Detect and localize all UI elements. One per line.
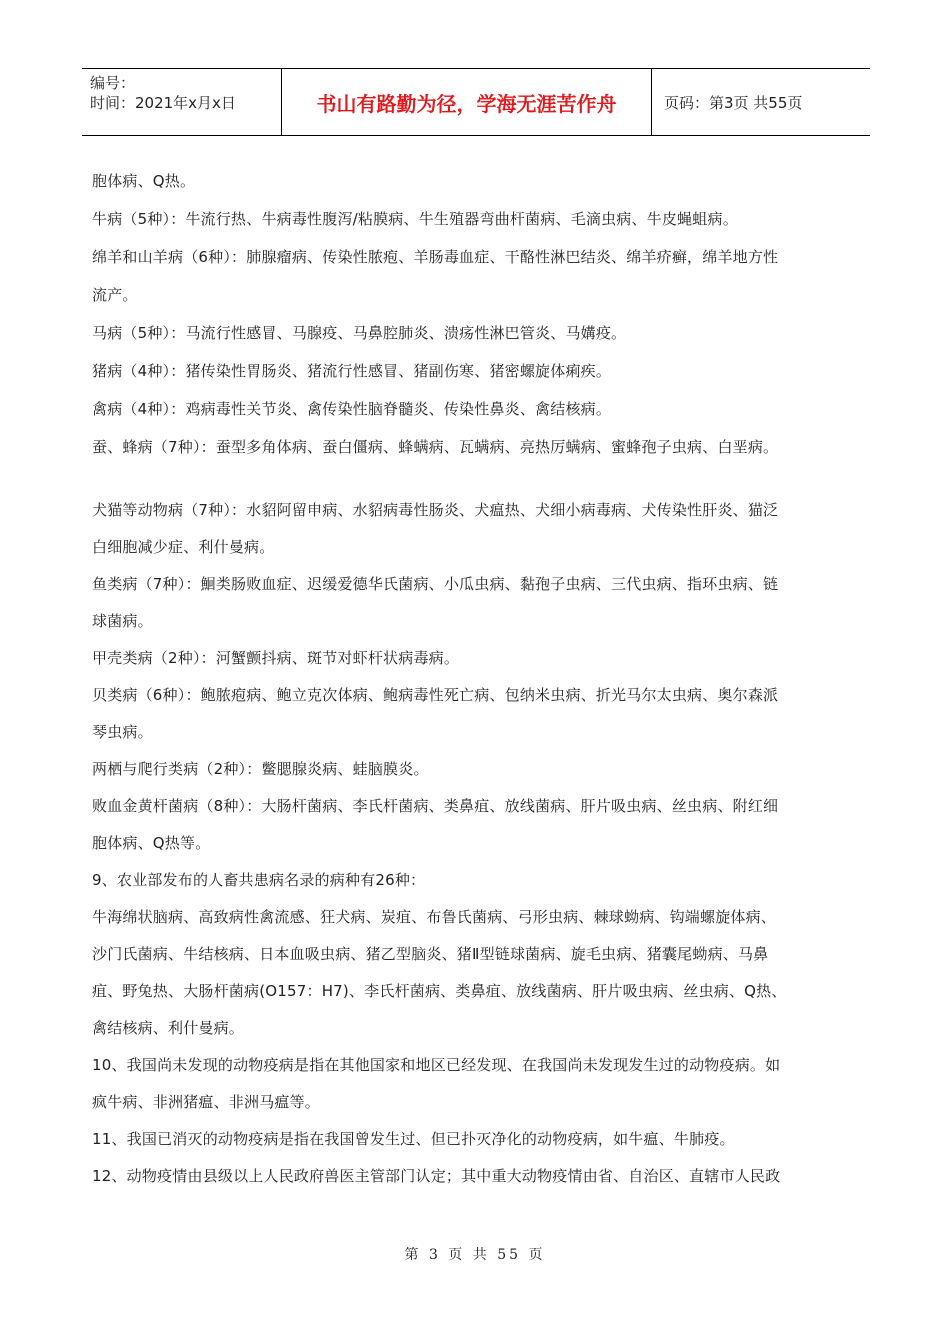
paragraph: 流产。: [92, 286, 138, 304]
paragraph: 沙门氏菌病、牛结核病、日本血吸虫病、猪乙型脑炎、猪Ⅱ型链球菌病、旋毛虫病、猪囊尾蚴病、马鼻: [92, 945, 769, 963]
paragraph: 牛海绵状脑病、高致病性禽流感、狂犬病、炭疽、布鲁氏菌病、弓形虫病、棘球蚴病、钩端螺旋体病、: [92, 908, 777, 926]
paragraph: 球菌病。: [92, 612, 153, 630]
paragraph: 12、动物疫情由县级以上人民政府兽医主管部门认定；其中重大动物疫情由省、自治区、直辖市人民政: [92, 1167, 781, 1185]
paragraph: 胞体病、Q热。: [92, 172, 196, 190]
page-footer: 第 3 页 共 55 页: [404, 1247, 546, 1263]
time-label: 时间：2021年x月x日: [90, 94, 236, 112]
paragraph: 10、我国尚未发现的动物疫病是指在其他国家和地区已经发现、在我国尚未发现发生过的动物疫病。如: [92, 1056, 781, 1074]
header-motto: 书山有路勤为径，学海无涯苦作舟: [282, 69, 652, 135]
paragraph: 两栖与爬行类病（2种）：鳖腮腺炎病、蛙脑膜炎。: [92, 760, 429, 778]
paragraph: 11、我国已消灭的动物疫病是指在我国曾发生过、但已扑灭净化的动物疫病，如牛瘟、牛肺疫。: [92, 1130, 735, 1148]
paragraph: 禽结核病、利什曼病。: [92, 1019, 245, 1037]
paragraph: 9、农业部发布的人畜共患病名录的病种有26种：: [92, 871, 426, 889]
paragraph: 琴虫病。: [92, 723, 153, 741]
paragraph: 白细胞减少症、利什曼病。: [92, 538, 275, 556]
paragraph: 胞体病、Q热等。: [92, 834, 211, 852]
document-body: [92, 162, 862, 1195]
header-meta-cell: [82, 69, 282, 135]
paragraph: 疯牛病、非洲猪瘟、非洲马瘟等。: [92, 1093, 321, 1111]
paragraph: 禽病（4种）：鸡病毒性关节炎、禽传染性脑脊髓炎、传染性鼻炎、禽结核病。: [92, 400, 612, 418]
paragraph: 犬猫等动物病（7种）：水貂阿留申病、水貂病毒性肠炎、犬瘟热、犬细小病毒病、犬传染性肝炎、猫泛: [92, 501, 779, 519]
serial-label: 编号：: [90, 74, 136, 92]
paragraph: 绵羊和山羊病（6种）：肺腺瘤病、传染性脓疱、羊肠毒血症、干酪性淋巴结炎、绵羊疥癣，绵羊地方性: [92, 248, 779, 266]
paragraph: 马病（5种）：马流行性感冒、马腺疫、马鼻腔肺炎、溃疡性淋巴管炎、马媾疫。: [92, 324, 627, 342]
paragraph: 败血金黄杆菌病（8种）：大肠杆菌病、李氏杆菌病、类鼻疽、放线菌病、肝片吸虫病、丝虫病、附红细: [92, 797, 779, 815]
header-page-code: 页码：第3页 共55页: [664, 93, 803, 112]
paragraph-gap: [92, 466, 862, 492]
page-header: [82, 68, 870, 136]
paragraph: 蚕、蜂病（7种）：蚕型多角体病、蚕白僵病、蜂螨病、瓦螨病、亮热厉螨病、蜜蜂孢子虫病、白垩病。: [92, 438, 779, 456]
paragraph: 牛病（5种）：牛流行热、牛病毒性腹泻/粘膜病、牛生殖器弯曲杆菌病、毛滴虫病、牛皮蝇蛆病。: [92, 210, 738, 228]
paragraph: 鱼类病（7种）：鮰类肠败血症、迟缓爱德华氏菌病、小瓜虫病、黏孢子虫病、三代虫病、指环虫病、链: [92, 575, 779, 593]
paragraph: 猪病（4种）：猪传染性胃肠炎、猪流行性感冒、猪副伤寒、猪密螺旋体痢疾。: [92, 362, 612, 380]
paragraph: 甲壳类病（2种）：河蟹颤抖病、斑节对虾杆状病毒病。: [92, 649, 460, 667]
paragraph: 疽、野兔热、大肠杆菌病(O157：H7)、李氏杆菌病、类鼻疽、放线菌病、肝片吸虫病、丝虫病、Q热、: [92, 982, 787, 1000]
paragraph: 贝类病（6种）：鲍脓疱病、鲍立克次体病、鲍病毒性死亡病、包纳米虫病、折光马尔太虫病、奥尔森派: [92, 686, 779, 704]
